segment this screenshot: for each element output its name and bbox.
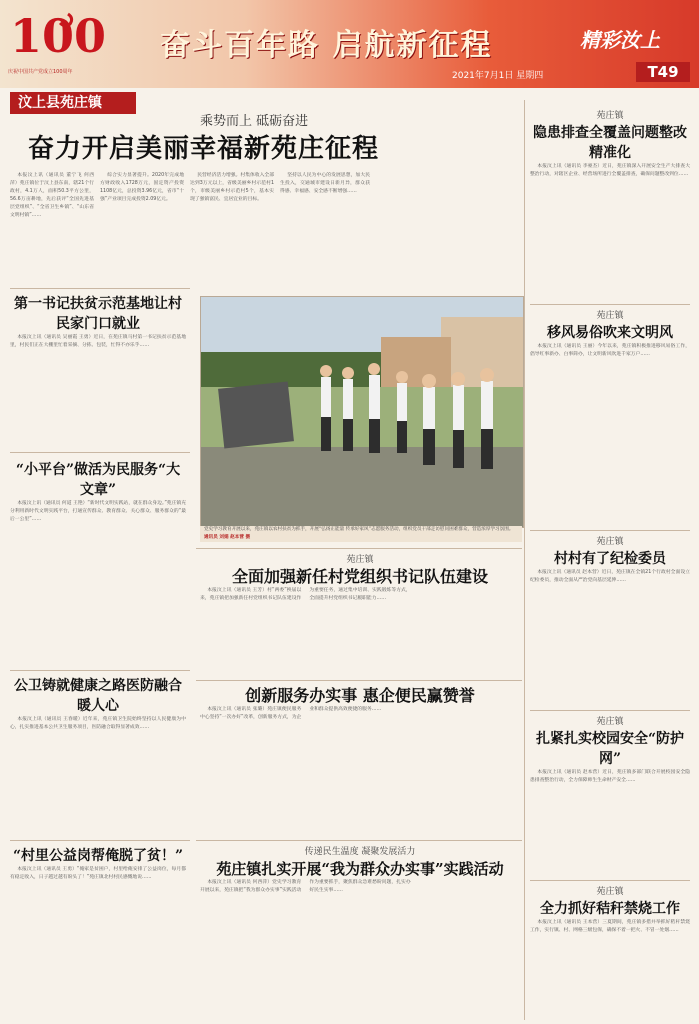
article-kicker: 苑庄镇 [596,537,624,547]
article-body: 本报汶上讯（通讯员 王芳）村“两委”换届以来，苑庄镇把加强新任村党组织书记队伍建设作为重要任务，通过集中培训、实践锻炼等方式，全面提升村党组织书记履职能力…… [200,588,411,601]
news-photo [200,296,524,528]
article [530,308,690,359]
svg-text:100: 100 [10,9,107,63]
main-paragraph: 民营经济活力增强。村集体收入全部达到3万元以上，省级美丽乡村示范村1个，市级美丽乡村示范村5个，基本实现了强镇富民、宜居宜业的目标。 [190,173,274,202]
article [10,292,186,350]
article-kicker: 传递民生温度 凝聚发展活力 [304,847,416,857]
paper-brand: 精彩汝上 [580,28,660,52]
article [530,714,690,785]
article-title: “小平台”做活为民服务“大文章” [15,462,181,498]
article-body: 本报汶上讯（通讯员 王丽）今年以来，苑庄镇积极推进移风易俗工作，倡导红事新办、白事简办，让文明新风吹进千家万户…… [530,344,690,357]
article-title: 全力抓好秸秆禁烧工作 [540,901,680,917]
issue-date: 2021年7月1日 星期四 [452,71,544,81]
photo-illustration [201,297,523,527]
article-kicker: 苑庄镇 [596,887,624,897]
main-paragraph: 本报汶上讯（通讯员 董宁飞 何西萍）苑庄镇位于汶上县东南，辖21个行政村，4.1万人，面积50.3平方公里，56.6万亩耕地，先后获评“全国先进基层党组织”、“全省卫生乡镇”、“山东省文明村镇”…… [10,173,94,218]
article-title: “村里公益岗帮俺脱了贫！” [12,848,184,864]
article [10,674,186,732]
party-100-anniversary-logo [8,6,112,68]
article-title: 全面加强新任村党组织书记队伍建设 [231,567,488,586]
article-kicker: 苑庄镇 [596,717,624,727]
logo-caption: 庆祝中国共产党成立100周年 [8,69,73,75]
article [530,534,690,585]
main-paragraph: 坚持以人民为中心的发展思想，加大民生投入，交通城市建设日新月异，群众获得感、幸福感、安全感不断增强…… [280,173,370,194]
article-body: 本报汶上讯（通讯员 王本营）三夏期间，苑庄镇多措并举抓好秸秆禁烧工作，实行镇、村、网格三级包保，确保不着一把火、不冒一处烟…… [530,920,690,933]
page-number: T49 [636,62,690,82]
article-body: 本报汶上讯（通讯员 何道 王艳）“新时代文明实践站，就在群众身边。”苑庄镇充分利用新时代文明实践平台，打通宣传群众、教育群众、关心群众、服务群众的“最后一公里”…… [10,501,186,522]
article-title: 村村有了纪检委员 [554,551,666,567]
article-body: 本报汶上讯（通讯员 王春暖）近年来，苑庄镇卫生院始终坚持以人民健康为中心，扎实推进基本公共卫生服务项目，医防融合取得显著成效…… [10,717,186,730]
article-kicker: 苑庄镇 [346,555,374,565]
article-body: 本报汶上讯（通讯员 何西萍）党史学习教育开展以来，苑庄镇把“我为群众办实事”实践活动作为重要抓手，聚焦群众急难愁盼问题，扎实办好民生实事…… [200,880,411,893]
article-body: 本报汶上讯（通讯员 李豪杰）近日，苑庄镇深入开展安全生产大排查大整治行动，对辖区企业、经营场所进行全覆盖排查，确保问题整改到位…… [530,164,690,177]
article-title: 隐患排查全覆盖问题整改精准化 [533,125,687,161]
article-body: 本报汶上讯（通讯员 王勇）“俺家是贫困户，村里给俺安排了公益岗位，每月都有稳定收入，日子越过越有盼头了！”苑庄镇北村村民感慨地说…… [10,867,186,880]
photo-credit: 通讯员 刘娟 赵本营 摄 [204,535,251,540]
article-title: 扎紧扎实校园安全“防护网” [535,731,685,767]
article [10,458,186,524]
article-title: 第一书记扶贫示范基地让村民家门口就业 [14,296,182,332]
article-title: 公卫铸就健康之路医防融合暖人心 [14,678,182,714]
article-body: 本报汶上讯（通讯员 吴丽霞 王勇）近日，在苑庄镇马村第一书记扶贫示范基地里，村民们正在大棚里忙着采摘、分拣、包装，忙得不亦乐乎…… [10,335,186,348]
article [530,108,690,179]
article-kicker: 苑庄镇 [596,111,624,121]
article [10,844,186,882]
article-title: 移风易俗吹来文明风 [547,325,673,341]
article-kicker: 苑庄镇 [596,311,624,321]
main-paragraph: 综合实力显著提升。2020年完成地方财政收入1728万元，固定资产投资1108亿元，总投资3.96亿元，省市“十强”产业项目完成投资2.09亿元。 [100,173,184,202]
article-body: 本报汶上讯（通讯员 赵本营）近日，苑庄镇在全镇21个行政村全面设立纪检委员，推动全面从严治党向基层延伸…… [530,570,690,583]
article [200,844,520,895]
photo-caption [200,526,522,542]
masthead-banner [0,0,699,88]
article [530,884,690,935]
banner-slogan: 奋斗百年路 启航新征程 [160,28,493,63]
article-body: 本报汶上讯（通讯员 张璐）苑庄镇便民服务中心坚持“一次办好”改革，创新服务方式，为企业和群众提供高效便捷的服务…… [200,707,382,720]
section-tag: 汶上县苑庄镇 [10,92,136,114]
article-title: 创新服务办实事 惠企便民赢赞誉 [245,686,475,705]
article-title: 苑庄镇扎实开展“我为群众办实事”实践活动 [216,860,504,878]
article [200,684,520,722]
article [200,552,520,603]
main-headline: 奋力开启美丽幸福新苑庄征程 [28,134,380,164]
photo-caption-text: 党史学习教育开展以来，苑庄镇以农村扶贫为抓手，开展“弘扬正能量 传承好家风”志愿服务活动，组织党员干部走访慰问困难群众，营造浓厚学习氛围。 [204,527,514,532]
article-body: 本报汶上讯（通讯员 赵本营）近日，苑庄镇多部门联合开展校园安全隐患排查整治行动，全力保障师生生命财产安全…… [530,770,690,783]
main-kicker: 乘势而上 砥砺奋进 [200,114,309,129]
